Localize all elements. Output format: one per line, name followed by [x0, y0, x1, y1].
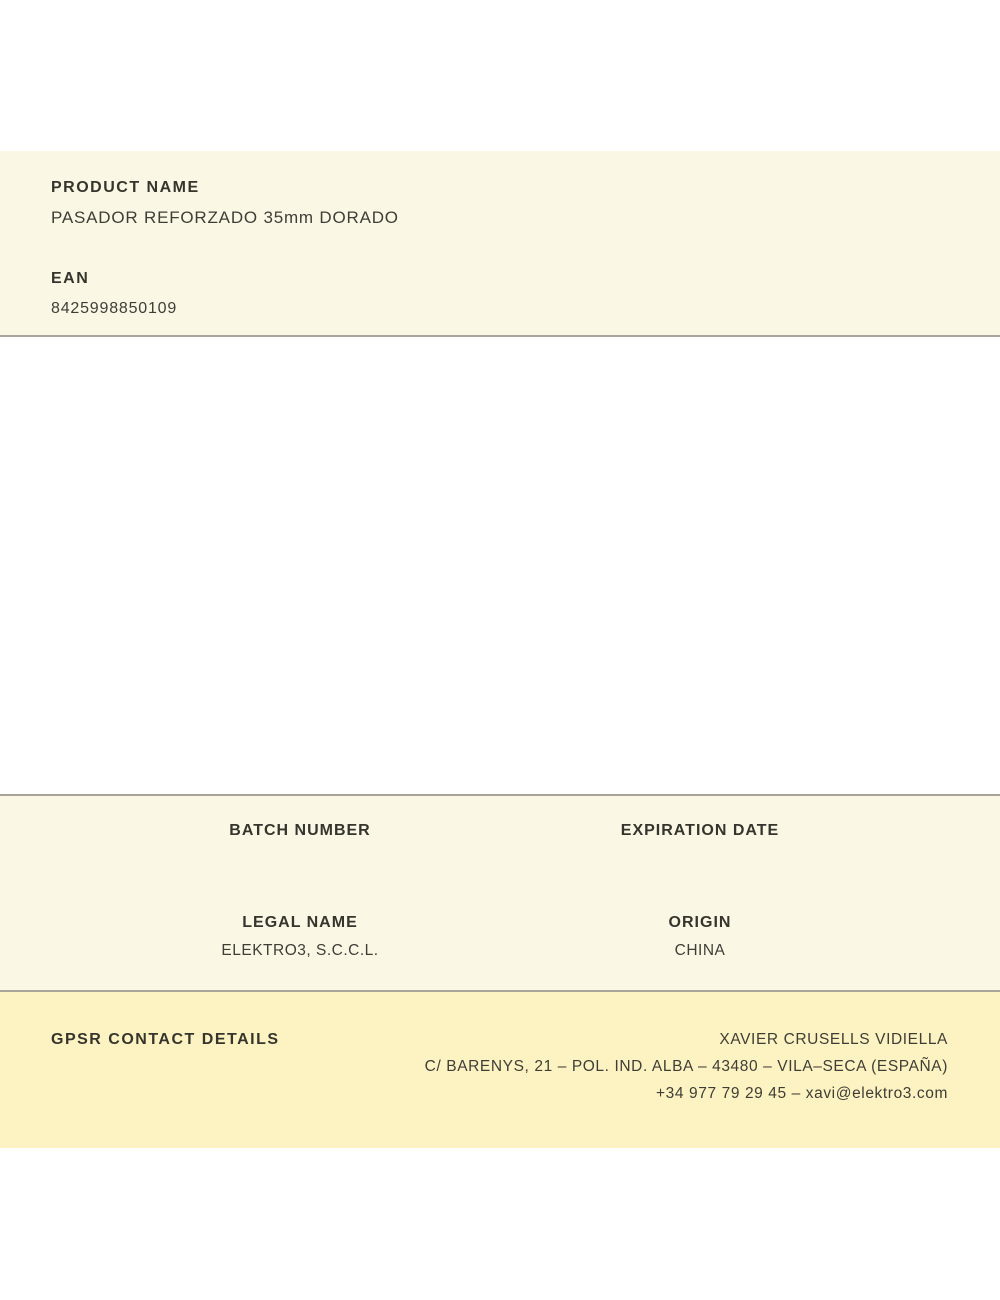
legal-name-value: ELEKTRO3, S.C.C.L. — [221, 942, 379, 959]
contact-phone-email: +34 977 79 29 45 – xavi@elektro3.com — [656, 1085, 948, 1102]
product-info-section — [0, 151, 1000, 337]
origin-value: CHINA — [674, 942, 726, 959]
expiration-date-value — [500, 849, 900, 868]
batch-number-field — [100, 822, 500, 868]
origin-field — [500, 914, 900, 960]
gpsr-contact-section — [0, 992, 1000, 1148]
middle-whitespace — [0, 337, 1000, 794]
details-section — [0, 794, 1000, 992]
top-whitespace — [0, 0, 1000, 151]
details-grid — [100, 822, 900, 960]
batch-number-value — [100, 849, 500, 868]
ean-label: EAN — [51, 270, 90, 287]
product-name-label: PRODUCT NAME — [51, 179, 200, 196]
gpsr-contact-label: GPSR CONTACT DETAILS — [51, 1031, 280, 1048]
expiration-date-field — [500, 822, 900, 868]
ean-value: 8425998850109 — [51, 300, 178, 317]
contact-address: C/ BARENYS, 21 – POL. IND. ALBA – 43480 – VILA–SECA (ESPAÑA) — [424, 1058, 948, 1075]
expiration-date-label: EXPIRATION DATE — [620, 822, 780, 839]
ean-field — [51, 269, 960, 319]
product-name-value: PASADOR REFORZADO 35mm DORADO — [51, 208, 399, 227]
gpsr-contact-details — [425, 1030, 948, 1103]
origin-label: ORIGIN — [668, 914, 732, 931]
legal-name-label: LEGAL NAME — [242, 914, 358, 931]
legal-name-field — [100, 914, 500, 960]
product-name-field — [51, 178, 960, 228]
batch-number-label: BATCH NUMBER — [229, 822, 371, 839]
bottom-whitespace — [0, 1148, 1000, 1300]
contact-name: XAVIER CRUSELLS VIDIELLA — [719, 1031, 948, 1048]
